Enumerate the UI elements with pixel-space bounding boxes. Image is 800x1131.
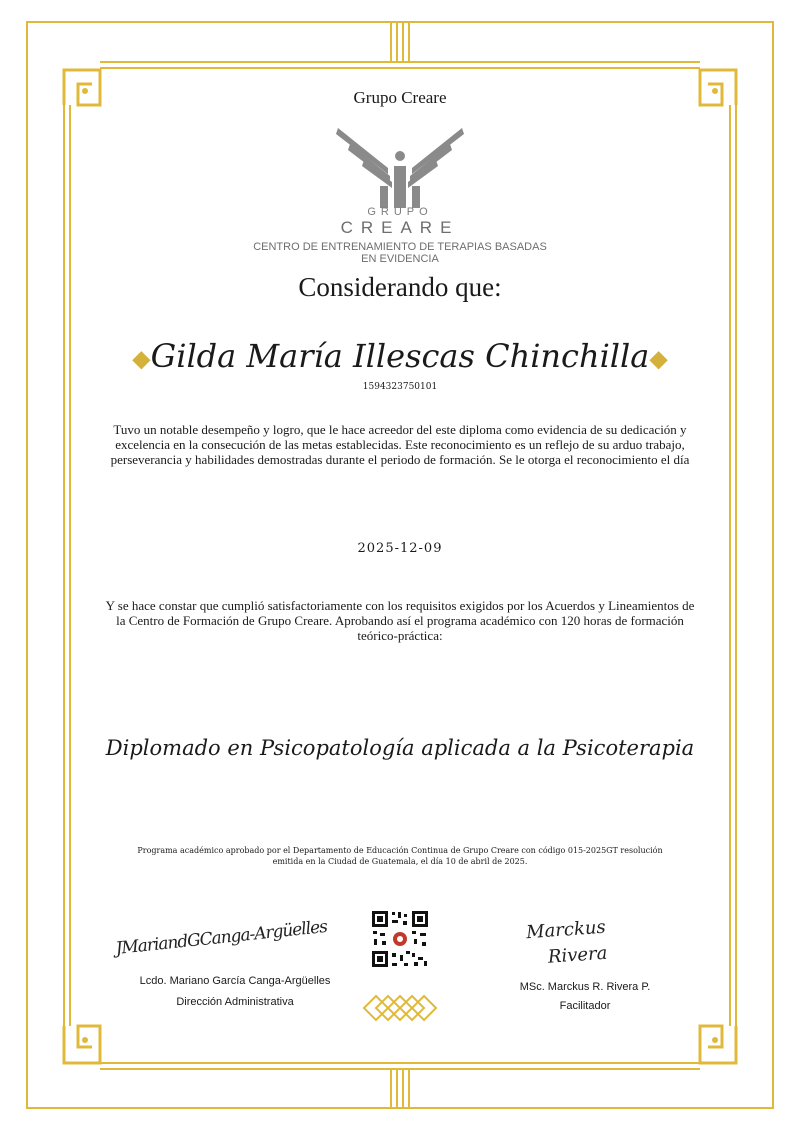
qr-code-icon[interactable] — [370, 909, 430, 969]
body-paragraph-1: Tuvo un notable desempeño y logro, que le hace acreedor del este diploma como evidencia de su dedicación y excelencia en la consecución de las metas establecidas. Este reconocimiento es un reflejo de su arduo trabajo, perseverancia y habilidades demostradas durante el periodo de formación. Se le otorga el reconocimiento el día — [110, 422, 690, 467]
approval-note: Programa académico aprobado por el Departamento de Educación Continua de Grupo Creare con código 015-2025GT resolución emitida en la Ciudad de Guatemala, el día 10 de abril de 2025. — [137, 846, 663, 866]
recipient-name-line — [0, 337, 800, 375]
organization-name: Grupo Creare — [353, 88, 447, 107]
signer-right-role: Facilitador — [559, 1000, 611, 1012]
recipient-name: Gilda María Illescas Chinchilla — [150, 337, 650, 375]
recipient-id: 1594323750101 — [362, 382, 438, 392]
logo-tagline-line2: EN EVIDENCIA — [361, 253, 439, 265]
award-date: 2025-12-09 — [357, 541, 443, 556]
logo-tagline-line1: CENTRO DE ENTRENAMIENTO DE TERAPIAS BASADAS — [253, 241, 547, 253]
signer-left-role: Dirección Administrativa — [176, 996, 294, 1008]
signature-left: JMariandGCanga-Argüelles — [114, 916, 328, 960]
logo-text-tagline — [0, 241, 800, 265]
diamond-icon: ◆ — [132, 344, 151, 373]
signer-right-name: MSc. Marckus R. Rivera P. — [519, 981, 651, 993]
signer-left — [120, 971, 350, 1013]
gold-knot-ornament — [362, 994, 438, 1022]
signature-right-line1: Marckus — [525, 916, 607, 944]
signer-left-name: Lcdo. Mariano García Canga-Argüelles — [139, 975, 331, 987]
logo-text-creare: CREARE — [340, 218, 460, 237]
signature-right — [525, 912, 648, 972]
program-title: Diplomado en Psicopatología aplicada a la Psicoterapia — [105, 736, 695, 760]
body-paragraph-2: Y se hace constar que cumplió satisfactoriamente con los requisitos exigidos por los Acuerdos y Lineamientos de la Centro de Formación de Grupo Creare. Aprobando así el programa académico con 120 horas de formación teórico-práctica: — [105, 598, 695, 643]
creare-logo-icon — [330, 120, 470, 210]
heading: Considerando que: — [298, 272, 502, 302]
diamond-icon: ◆ — [649, 344, 668, 373]
signature-right-line2: Rivera — [547, 942, 609, 968]
signer-right — [490, 978, 680, 1016]
logo-text-grupo: GRUPO — [367, 206, 433, 218]
